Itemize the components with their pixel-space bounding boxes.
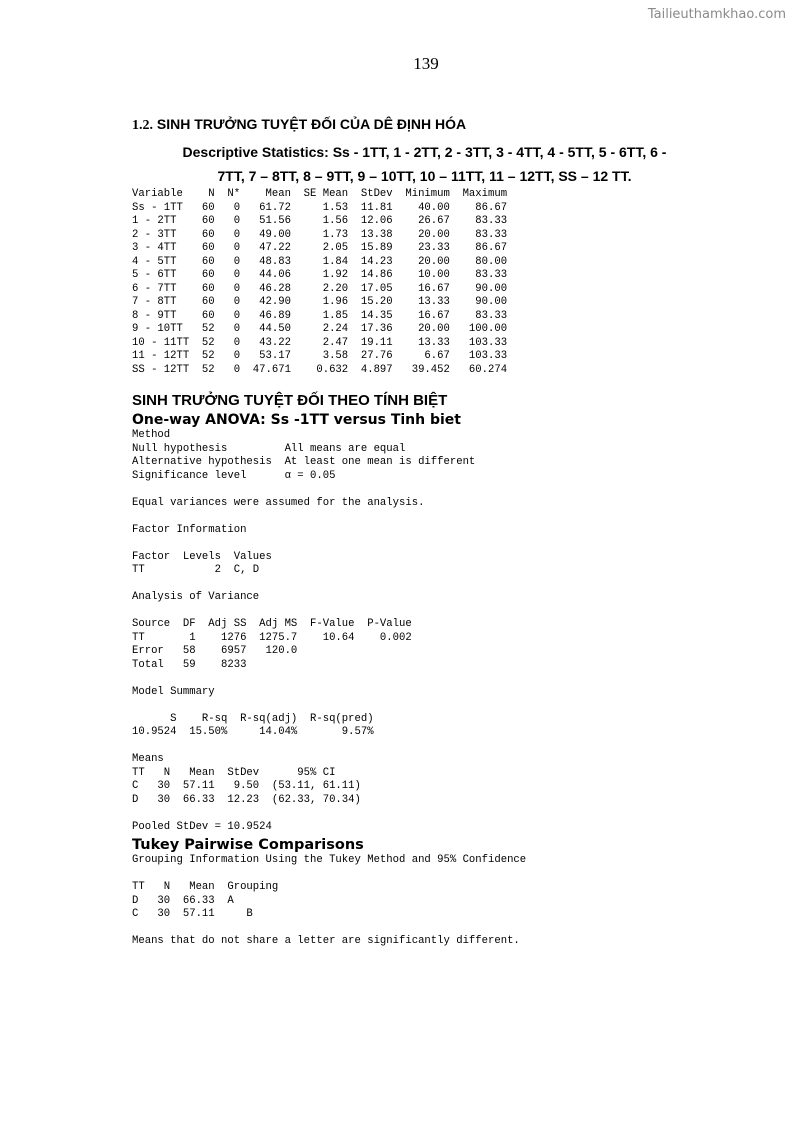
means-row: D 30 66.33 12.23 (62.33, 70.34) — [132, 793, 361, 806]
method-row: Alternative hypothesis At least one mean is different — [132, 456, 476, 468]
anova-label: Analysis of Variance — [132, 591, 260, 603]
means-header: TT N Mean StDev 95% CI — [132, 766, 336, 779]
table-row: 7 - 8TT 60 0 42.90 1.96 15.20 13.33 90.00 — [132, 296, 508, 308]
method-label: Method — [132, 429, 171, 441]
factor-info-header: Factor Levels Values — [132, 550, 272, 563]
sex-section-title: SINH TRƯỞNG TUYỆT ĐỐI THEO TÍNH BIỆT — [132, 392, 448, 409]
table-row: 4 - 5TT 60 0 48.83 1.84 14.23 20.00 80.00 — [132, 255, 508, 268]
tukey-subtitle: Grouping Information Using the Tukey Method and 95% Confidence — [132, 854, 527, 866]
means-label: Means — [132, 753, 164, 765]
factor-info-label: Factor Information — [132, 523, 247, 536]
factor-info-row: TT 2 C, D — [132, 564, 260, 576]
table-row: 11 - 12TT 52 0 53.17 3.58 27.76 6.67 103.33 — [132, 350, 508, 362]
descriptive-stats-title-line2: 7TT, 7 – 8TT, 8 – 9TT, 9 – 10TT, 10 – 11TT, 11 – 12TT, SS – 12 TT. — [217, 168, 632, 184]
table-header: Variable N N* Mean SE Mean StDev Minimum Maximum — [132, 188, 508, 200]
table-row: 1 - 2TT 60 0 51.56 1.56 12.06 26.67 83.33 — [132, 215, 508, 227]
anova-row: Total 59 8233 — [132, 658, 247, 671]
table-row: SS - 12TT 52 0 47.671 0.632 4.897 39.452 60.274 — [132, 363, 508, 376]
model-summary-label: Model Summary — [132, 685, 215, 698]
anova-output — [132, 429, 732, 834]
anova-row: Error 58 6957 120.0 — [132, 645, 298, 657]
table-row: Ss - 1TT 60 0 61.72 1.53 11.81 40.00 86.67 — [132, 201, 508, 214]
tukey-note: Means that do not share a letter are significantly different. — [132, 935, 520, 947]
means-row: C 30 57.11 9.50 (53.11, 61.11) — [132, 780, 361, 792]
document-body — [132, 115, 732, 949]
model-summary-header: S R-sq R-sq(adj) R-sq(pred) — [132, 712, 374, 725]
method-note: Equal variances were assumed for the analysis. — [132, 496, 425, 509]
descriptive-stats-title — [132, 140, 717, 188]
descriptive-stats-table — [132, 188, 732, 377]
tukey-title: Tukey Pairwise Comparisons — [132, 837, 364, 853]
tukey-row: C 30 57.11 B — [132, 908, 253, 920]
model-summary-row: 10.9524 15.50% 14.04% 9.57% — [132, 726, 374, 738]
section-title: SINH TRƯỞNG TUYỆT ĐỐI CỦA DÊ ĐỊNH HÓA — [156, 116, 467, 132]
method-row: Null hypothesis All means are equal — [132, 442, 406, 455]
tukey-header: TT N Mean Grouping — [132, 881, 279, 893]
tukey-row: D 30 66.33 A — [132, 894, 234, 907]
table-row: 9 - 10TT 52 0 44.50 2.24 17.36 20.00 100.00 — [132, 323, 508, 335]
watermark: Tailieuthamkhao.com — [647, 7, 786, 22]
table-row: 6 - 7TT 60 0 46.28 2.20 17.05 16.67 90.00 — [132, 282, 508, 295]
section-heading — [132, 115, 732, 134]
anova-row: TT 1 1276 1275.7 10.64 0.002 — [132, 631, 412, 644]
table-row: 5 - 6TT 60 0 44.06 1.92 14.86 10.00 83.33 — [132, 269, 508, 281]
table-row: 3 - 4TT 60 0 47.22 2.05 15.89 23.33 86.67 — [132, 242, 508, 254]
descriptive-stats-title-line1: Descriptive Statistics: Ss - 1TT, 1 - 2TT, 2 - 3TT, 3 - 4TT, 4 - 5TT, 5 - 6TT, 6 - — [182, 144, 667, 160]
table-row: 2 - 3TT 60 0 49.00 1.73 13.38 20.00 83.33 — [132, 228, 508, 241]
table-row: 8 - 9TT 60 0 46.89 1.85 14.35 16.67 83.33 — [132, 309, 508, 322]
page-number: 139 — [413, 54, 439, 73]
table-row: 10 - 11TT 52 0 43.22 2.47 19.11 13.33 103.33 — [132, 336, 508, 349]
pooled-stdev: Pooled StDev = 10.9524 — [132, 820, 272, 833]
anova-title: One-way ANOVA: Ss -1TT versus Tinh biet — [132, 412, 461, 428]
method-row: Significance level α = 0.05 — [132, 469, 336, 482]
tukey-output — [132, 854, 732, 949]
anova-header: Source DF Adj SS Adj MS F-Value P-Value — [132, 618, 412, 630]
section-number: 1.2. — [132, 118, 153, 133]
